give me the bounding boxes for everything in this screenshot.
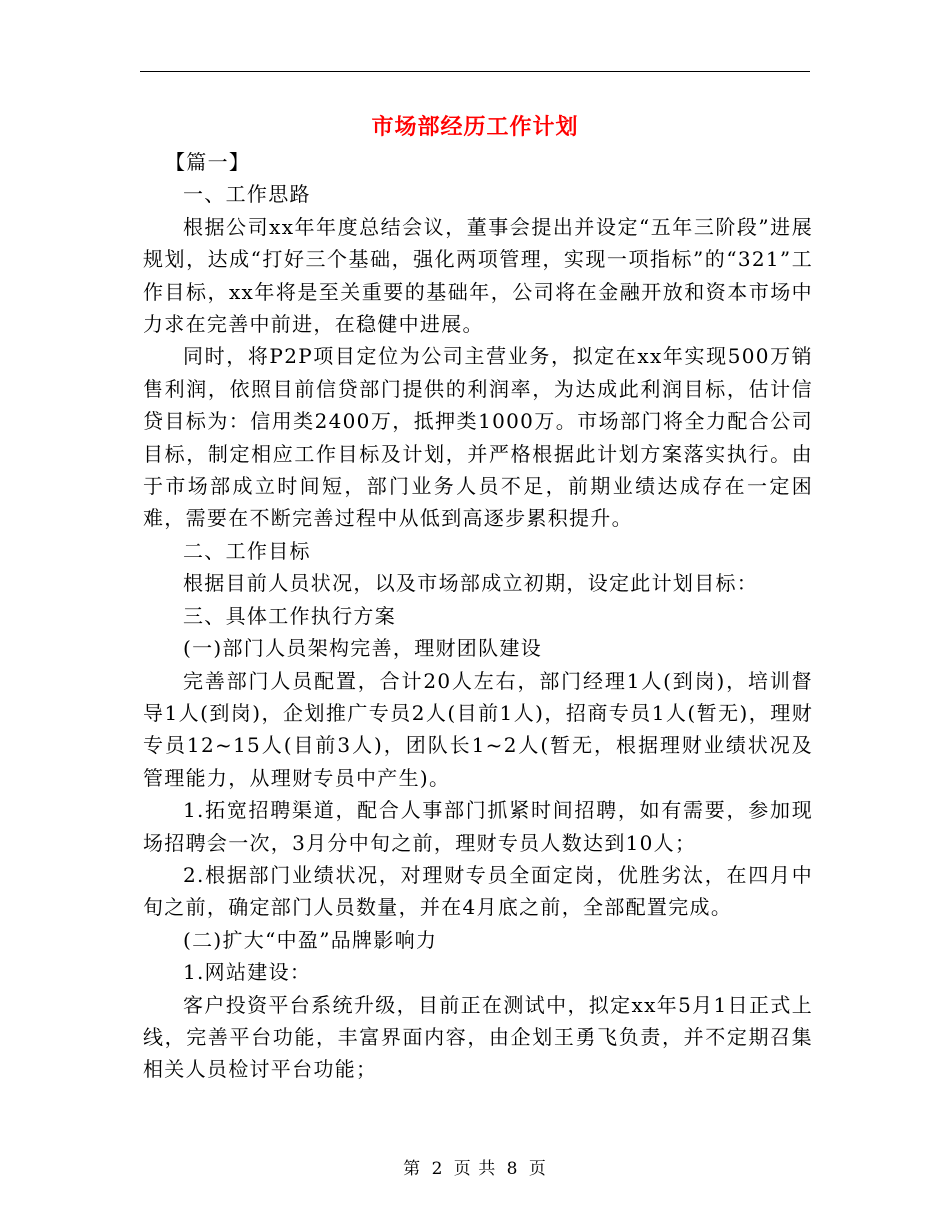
list-item: 1.拓宽招聘渠道，配合人事部门抓紧时间招聘，如有需要，参加现场招聘会一次，3月分中旬之前，理财专员人数达到10人； [143,798,813,855]
current-page-number: 2 [431,1159,444,1179]
heading-work-approach: 一、工作思路 [183,182,311,207]
subheading-staffing: (一)部门人员架构完善，理财团队建设 [183,636,543,661]
list-item: 2.根据部门业绩状况，对理财专员全面定岗，优胜劣汰，在四月中旬之前，确定部门人员数量，并在4月底之前，全部配置完成。 [143,862,813,920]
paragraph: 同时，将P2P项目定位为公司主营业务，拟定在xx年实现500万销售利润，依照目前信贷部门提供的利润率，为达成此利润目标，估计信贷目标为：信用类2400万，抵押类1000万。市场部门将全力配合公司目标，制定相应工作目标及计划，并严格根据此计划方案落实执行。由于市场部成立时间短，部门业务人员不足，前期业绩达成存在一定困难，需要在不断完善过程中从低到高逐步累积提升。 [143,344,813,531]
total-pages-number: 8 [506,1159,519,1179]
paragraph: 客户投资平台系统升级，目前正在测试中，拟定xx年5月1日正式上线，完善平台功能，丰富界面内容，由企划王勇飞负责，并不定期召集相关人员检讨平台功能； [143,992,813,1082]
footer-prefix: 第 [403,1159,422,1179]
header-rule [140,71,810,72]
section-label: 【篇一】 [165,150,251,174]
paragraph: 完善部门人员配置，合计20人左右，部门经理1人(到岗)，培训督导1人(到岗)，企划推广专员2人(目前1人)，招商专员1人(暂无)，理财专员12~15人(目前3人)，团队长1~2人(暂无，根据理财业绩状况及管理能力，从理财专员中产生)。 [143,668,813,790]
heading-work-goals: 二、工作目标 [183,538,311,563]
heading-execution-plan: 三、具体工作执行方案 [183,603,396,628]
paragraph: 根据目前人员状况，以及市场部成立初期，设定此计划目标： [183,571,759,596]
page-footer [0,1154,950,1179]
document-title: 市场部经历工作计划 [371,114,579,140]
footer-suffix: 页 [528,1159,547,1179]
paragraph: 根据公司xx年年度总结会议，董事会提出并设定“五年三阶段”进展规划，达成“打好三个基础，强化两项管理，实现一项指标”的“321”工作目标，xx年将是至关重要的基础年，公司将在金融开放和资本市场中力求在完善中前进，在稳健中进展。 [143,214,813,337]
document-body [143,146,813,1086]
subheading-brand: (二)扩大“中盈”品牌影响力 [183,927,438,952]
list-item: 1.网站建设： [183,960,312,985]
footer-middle: 页 共 [453,1159,497,1179]
